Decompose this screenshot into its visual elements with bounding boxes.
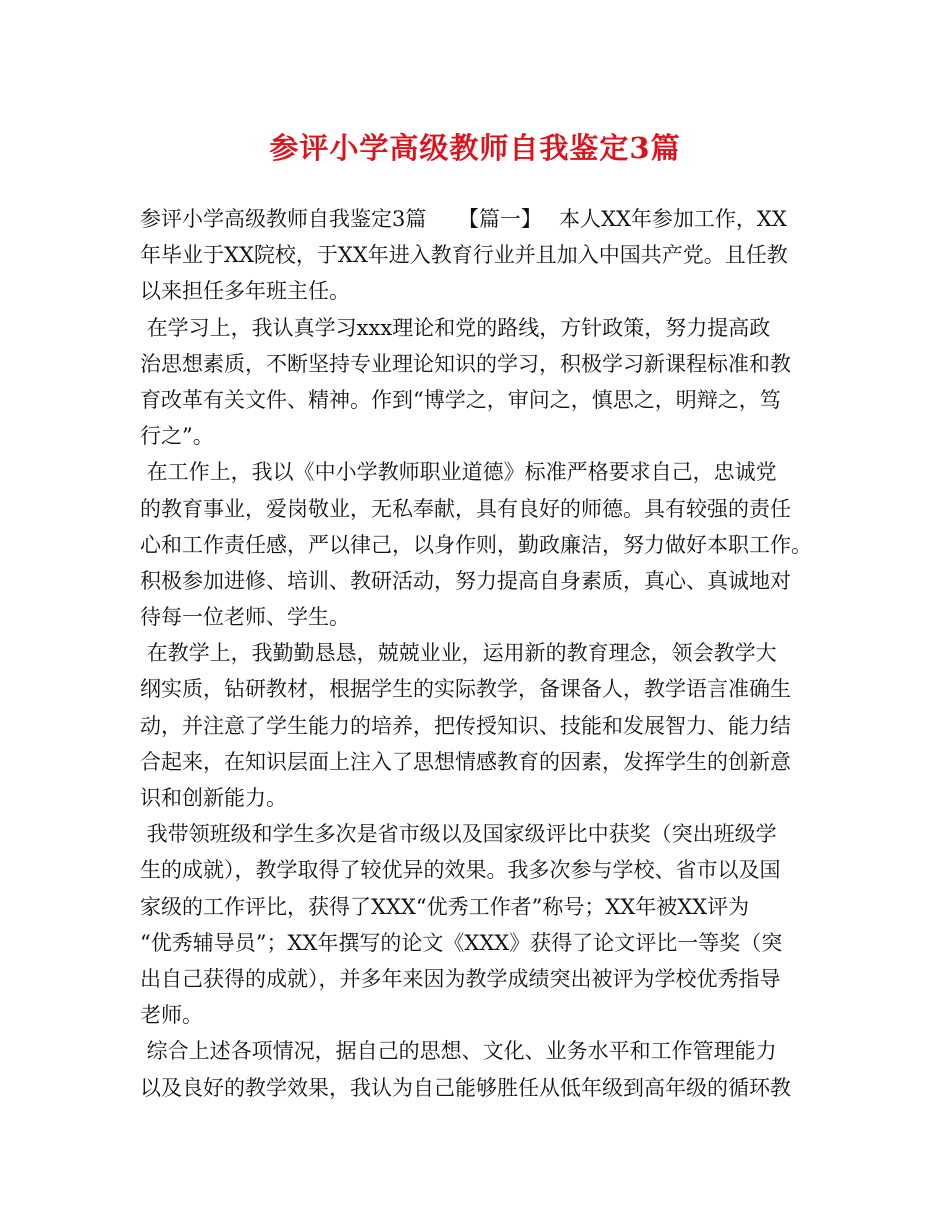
- text-line: 行之”。: [140, 424, 214, 449]
- text-line: 待每一位老师、学生。: [140, 605, 350, 630]
- text-line: 在工作上，我以《中小学教师职业道德》标准严格要求自己，忠诚党: [140, 460, 777, 485]
- text-line: 识和创新能力。: [140, 786, 287, 810]
- text-line: 治思想素质，不断坚持专业理论知识的学习，积极学习新课程标准和教: [140, 351, 791, 376]
- document-title: 参评小学高级教师自我鉴定3篇: [269, 131, 681, 165]
- text-line: “优秀辅导员”；XX年撰写的论文《XXX》获得了论文评比一等奖（突: [140, 930, 783, 955]
- text-line: 以及良好的教学效果，我认为自己能够胜任从低年级到高年级的循环教: [140, 1075, 791, 1100]
- text-line: 育改革有关文件、精神。作到“博学之，审问之，慎思之，明辩之，笃: [140, 387, 781, 412]
- text-line: 在教学上，我勤勤恳恳，兢兢业业，运用新的教育理念，领会教学大: [140, 641, 777, 666]
- text-line: 以来担任多年班主任。: [140, 279, 350, 304]
- text-line: 出自己获得的成就），并多年来因为教学成绩突出被评为学校优秀指导: [140, 966, 781, 991]
- text-line: 合起来，在知识层面上注入了思想情感教育的因素，发挥学生的创新意: [140, 749, 791, 774]
- text-line: 参评小学高级教师自我鉴定3篇 【篇一】 本人XX年参加工作，XX: [140, 207, 787, 231]
- text-line: 我带领班级和学生多次是省市级以及国家级评比中获奖（突出班级学: [140, 822, 777, 847]
- document-body: [140, 201, 830, 1106]
- text-line: 老师。: [140, 1003, 203, 1028]
- text-line: 积极参加进修、培训、教研活动，努力提高自身素质，真心、真诚地对: [140, 568, 791, 593]
- text-line: 的教育事业，爱岗敬业，无私奉献，具有良好的师德。具有较强的责任: [140, 496, 791, 521]
- text-line: 年毕业于XX院校，于XX年进入教育行业并且加入中国共产党。且任教: [140, 243, 788, 268]
- text-line: 家级的工作评比，获得了XXX“优秀工作者”称号；XX年被XX评为: [140, 894, 750, 919]
- text-line: 生的成就），教学取得了较优异的效果。我多次参与学校、省市以及国: [140, 858, 781, 883]
- text-line: 纲实质，钻研教材，根据学生的实际教学，备课备人，教学语言准确生: [140, 677, 791, 702]
- text-line: 在学习上，我认真学习xxx理论和党的路线，方针政策，努力提高政: [140, 315, 771, 340]
- text-line: 综合上述各项情况，据自己的思想、文化、业务水平和工作管理能力: [140, 1039, 777, 1064]
- text-line: 动，并注意了学生能力的培养，把传授知识、技能和发展智力、能力结: [140, 713, 791, 738]
- text-line: 心和工作责任感，严以律己，以身作则，勤政廉洁，努力做好本职工作。: [140, 532, 812, 557]
